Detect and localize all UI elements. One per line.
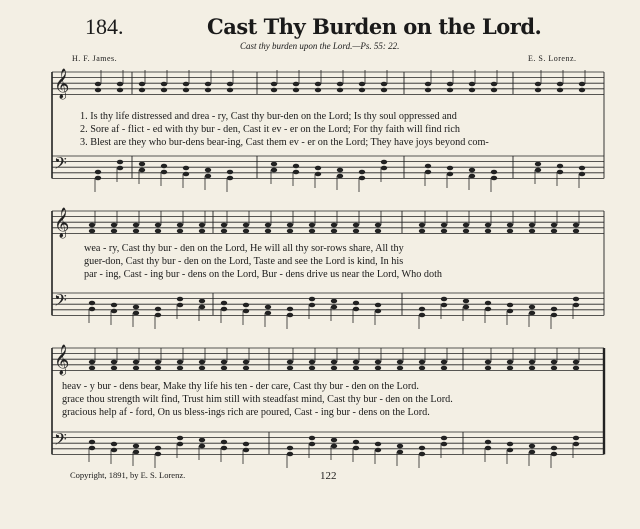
note-head (579, 166, 585, 171)
note-head (397, 366, 403, 371)
note-head (315, 166, 321, 171)
note-head (375, 448, 381, 453)
note-head (359, 176, 365, 181)
note-head (155, 360, 161, 365)
note-head (287, 307, 293, 312)
note-head (529, 229, 535, 234)
note-head (117, 82, 123, 87)
note-head (309, 303, 315, 308)
note-head (309, 366, 315, 371)
copyright-notice: Copyright, 1891, by E. S. Lorenz. (70, 470, 186, 480)
note-head (287, 229, 293, 234)
note-head (177, 366, 183, 371)
note-head (309, 442, 315, 447)
note-head (551, 360, 557, 365)
note-head (507, 303, 513, 308)
note-head (573, 303, 579, 308)
note-head (155, 452, 161, 457)
note-head (309, 229, 315, 234)
note-head (375, 229, 381, 234)
note-head (375, 360, 381, 365)
note-head (331, 305, 337, 310)
note-head (381, 88, 387, 93)
note-head (111, 366, 117, 371)
treble-clef-icon: 𝄞 (54, 69, 70, 99)
note-head (177, 297, 183, 302)
note-head (419, 446, 425, 451)
note-head (441, 223, 447, 228)
note-head (309, 436, 315, 441)
note-head (205, 168, 211, 173)
note-head (535, 162, 541, 167)
note-head (265, 311, 271, 316)
note-head (271, 82, 277, 87)
note-head (155, 307, 161, 312)
note-head (419, 360, 425, 365)
note-head (359, 82, 365, 87)
hymn-title: Cast Thy Burden on the Lord. (207, 14, 542, 39)
note-head (161, 82, 167, 87)
note-head (287, 452, 293, 457)
treble-clef-icon: 𝄞 (54, 208, 70, 238)
note-head (243, 360, 249, 365)
note-head (271, 168, 277, 173)
note-head (557, 164, 563, 169)
note-head (441, 436, 447, 441)
note-head (199, 366, 205, 371)
note-head (507, 448, 513, 453)
note-head (485, 440, 491, 445)
note-head (183, 166, 189, 171)
note-head (353, 360, 359, 365)
note-head (579, 172, 585, 177)
note-head (375, 366, 381, 371)
note-head (205, 82, 211, 87)
note-head (441, 229, 447, 234)
note-head (469, 174, 475, 179)
note-head (161, 164, 167, 169)
note-head (315, 88, 321, 93)
note-head (469, 82, 475, 87)
note-head (419, 366, 425, 371)
note-head (95, 88, 101, 93)
note-head (331, 444, 337, 449)
note-head (397, 360, 403, 365)
note-head (337, 82, 343, 87)
note-head (573, 297, 579, 302)
note-head (359, 170, 365, 175)
note-head (265, 229, 271, 234)
note-head (287, 366, 293, 371)
note-head (419, 307, 425, 312)
note-head (177, 229, 183, 234)
note-head (89, 301, 95, 306)
note-head (529, 223, 535, 228)
note-head (331, 299, 337, 304)
note-head (397, 444, 403, 449)
note-head (551, 223, 557, 228)
note-head (447, 88, 453, 93)
note-head (337, 174, 343, 179)
note-head (485, 366, 491, 371)
note-head (441, 366, 447, 371)
note-head (353, 223, 359, 228)
note-head (441, 297, 447, 302)
note-head (469, 88, 475, 93)
note-head (535, 82, 541, 87)
note-head (221, 307, 227, 312)
system-1-verse-3: 3. Blest are they who bur-dens bear-ing, Cast them ev - er on the Lord; They have joys beyond com- (80, 137, 489, 148)
note-head (309, 223, 315, 228)
note-head (419, 452, 425, 457)
note-head (139, 162, 145, 167)
note-head (287, 223, 293, 228)
note-head (199, 229, 205, 234)
hymn-number: 184. (85, 14, 124, 39)
note-head (309, 360, 315, 365)
note-head (183, 88, 189, 93)
note-head (491, 82, 497, 87)
treble-clef-icon: 𝄞 (54, 345, 70, 375)
note-head (243, 309, 249, 314)
note-head (139, 168, 145, 173)
note-head (375, 442, 381, 447)
note-head (265, 305, 271, 310)
note-head (463, 299, 469, 304)
note-head (271, 88, 277, 93)
note-head (557, 88, 563, 93)
bass-clef-icon: 𝄢 (54, 290, 67, 314)
note-head (551, 452, 557, 457)
note-head (375, 309, 381, 314)
note-head (177, 442, 183, 447)
note-head (463, 229, 469, 234)
note-head (573, 436, 579, 441)
note-head (375, 303, 381, 308)
note-head (287, 446, 293, 451)
note-head (111, 309, 117, 314)
note-head (161, 88, 167, 93)
system-2-verse-3: par - ing, Cast - ing bur - dens on the Lord, Bur - dens drive us near the Lord, Who doth (84, 269, 442, 280)
note-head (353, 301, 359, 306)
note-head (133, 223, 139, 228)
system-3-verse-1: heav - y bur - dens bear, Make thy life his ten - der care, Cast thy bur - den on the Lord. (62, 381, 419, 392)
note-head (441, 442, 447, 447)
note-head (89, 360, 95, 365)
system-3-verse-2: grace thou strength wilt find, Trust him still with steadfast mind, Cast thy bur - den on the Lord. (62, 394, 453, 405)
note-head (199, 438, 205, 443)
note-head (535, 88, 541, 93)
note-head (337, 88, 343, 93)
note-head (183, 82, 189, 87)
note-head (287, 313, 293, 318)
note-head (89, 223, 95, 228)
note-head (529, 450, 535, 455)
note-head (293, 164, 299, 169)
note-head (117, 88, 123, 93)
note-head (155, 313, 161, 318)
note-head (551, 366, 557, 371)
note-head (139, 82, 145, 87)
note-head (529, 311, 535, 316)
note-head (227, 88, 233, 93)
note-head (529, 366, 535, 371)
note-head (227, 82, 233, 87)
system-2-verse-1: wea - ry, Cast thy bur - den on the Lord, He will all thy sor-rows share, All thy (84, 243, 404, 254)
note-head (89, 446, 95, 451)
note-head (221, 223, 227, 228)
note-head (155, 229, 161, 234)
note-head (551, 313, 557, 318)
note-head (469, 168, 475, 173)
note-head (551, 446, 557, 451)
note-head (491, 88, 497, 93)
note-head (359, 88, 365, 93)
page-number: 122 (320, 470, 337, 482)
note-head (243, 303, 249, 308)
note-head (133, 229, 139, 234)
note-head (177, 223, 183, 228)
composer-credit: E. S. Lorenz. (528, 54, 577, 63)
note-head (507, 229, 513, 234)
note-head (353, 229, 359, 234)
note-head (133, 444, 139, 449)
note-head (447, 82, 453, 87)
note-head (161, 170, 167, 175)
note-head (441, 360, 447, 365)
note-head (221, 229, 227, 234)
note-head (381, 82, 387, 87)
note-head (529, 444, 535, 449)
system-1-verse-1: 1. Is thy life distressed and drea - ry, Cast thy bur-den on the Lord; Is thy soul oppressed and (80, 111, 457, 122)
note-head (353, 440, 359, 445)
note-head (485, 360, 491, 365)
note-head (425, 82, 431, 87)
note-head (111, 442, 117, 447)
note-head (573, 442, 579, 447)
note-head (133, 366, 139, 371)
note-head (265, 223, 271, 228)
note-head (293, 170, 299, 175)
note-head (205, 88, 211, 93)
note-head (221, 301, 227, 306)
system-1-verse-2: 2. Sore af - flict - ed with thy bur - den, Cast it ev - er on the Lord; For thy faith will find rich (80, 124, 460, 135)
note-head (117, 166, 123, 171)
note-head (529, 360, 535, 365)
note-head (315, 82, 321, 87)
note-head (353, 446, 359, 451)
note-head (111, 223, 117, 228)
bass-clef-icon: 𝄢 (54, 153, 67, 177)
note-head (507, 442, 513, 447)
note-head (111, 229, 117, 234)
note-head (227, 170, 233, 175)
note-head (287, 360, 293, 365)
note-head (353, 366, 359, 371)
note-head (315, 172, 321, 177)
note-head (111, 303, 117, 308)
note-head (293, 88, 299, 93)
system-2-verse-2: guer-don, Cast thy bur - den on the Lord, Taste and see the Lord is kind, In his (84, 256, 404, 267)
note-head (551, 307, 557, 312)
note-head (507, 223, 513, 228)
note-head (419, 223, 425, 228)
note-head (89, 307, 95, 312)
note-head (485, 229, 491, 234)
note-head (507, 309, 513, 314)
note-head (463, 305, 469, 310)
note-head (199, 299, 205, 304)
note-head (529, 305, 535, 310)
lyricist-credit: H. F. James. (72, 54, 118, 63)
note-head (573, 223, 579, 228)
note-head (199, 223, 205, 228)
bass-clef-icon: 𝄢 (54, 429, 67, 453)
note-head (573, 366, 579, 371)
note-head (491, 170, 497, 175)
system-3-verse-3: gracious help af - ford, On us bless-ings rich are poured, Cast - ing bur - dens on the Lord. (62, 407, 430, 418)
note-head (155, 223, 161, 228)
note-head (309, 297, 315, 302)
scripture-reference: Cast thy burden upon the Lord.—Ps. 55: 22. (240, 41, 400, 51)
note-head (579, 82, 585, 87)
note-head (177, 360, 183, 365)
note-head (243, 442, 249, 447)
note-head (95, 82, 101, 87)
note-head (425, 170, 431, 175)
note-head (243, 223, 249, 228)
note-head (183, 172, 189, 177)
note-head (199, 444, 205, 449)
note-head (447, 172, 453, 177)
note-head (485, 301, 491, 306)
note-head (133, 311, 139, 316)
note-head (221, 446, 227, 451)
note-head (271, 162, 277, 167)
note-head (221, 366, 227, 371)
note-head (441, 303, 447, 308)
note-head (95, 170, 101, 175)
note-head (551, 229, 557, 234)
note-head (89, 440, 95, 445)
note-head (139, 88, 145, 93)
note-head (205, 174, 211, 179)
note-head (535, 168, 541, 173)
note-head (133, 360, 139, 365)
note-head (177, 303, 183, 308)
note-head (243, 366, 249, 371)
note-head (111, 448, 117, 453)
note-head (485, 446, 491, 451)
note-head (331, 438, 337, 443)
note-head (95, 176, 101, 181)
note-head (557, 82, 563, 87)
note-head (573, 360, 579, 365)
note-head (293, 82, 299, 87)
note-head (353, 307, 359, 312)
note-head (463, 223, 469, 228)
note-head (221, 360, 227, 365)
note-head (485, 223, 491, 228)
note-head (331, 223, 337, 228)
note-head (573, 229, 579, 234)
note-head (89, 366, 95, 371)
note-head (227, 176, 233, 181)
note-head (133, 305, 139, 310)
note-head (419, 229, 425, 234)
note-head (155, 446, 161, 451)
note-head (491, 176, 497, 181)
note-head (447, 166, 453, 171)
note-head (397, 450, 403, 455)
note-head (199, 360, 205, 365)
note-head (557, 170, 563, 175)
note-head (337, 168, 343, 173)
note-head (579, 88, 585, 93)
note-head (485, 307, 491, 312)
note-head (425, 88, 431, 93)
note-head (155, 366, 161, 371)
note-head (243, 229, 249, 234)
note-head (425, 164, 431, 169)
note-head (331, 366, 337, 371)
note-head (381, 166, 387, 171)
note-head (243, 448, 249, 453)
note-head (375, 223, 381, 228)
note-head (177, 436, 183, 441)
note-head (117, 160, 123, 165)
note-head (221, 440, 227, 445)
note-head (89, 229, 95, 234)
note-head (507, 360, 513, 365)
note-head (331, 360, 337, 365)
note-head (199, 305, 205, 310)
note-head (507, 366, 513, 371)
note-head (331, 229, 337, 234)
note-head (419, 313, 425, 318)
note-head (133, 450, 139, 455)
note-head (381, 160, 387, 165)
note-head (111, 360, 117, 365)
